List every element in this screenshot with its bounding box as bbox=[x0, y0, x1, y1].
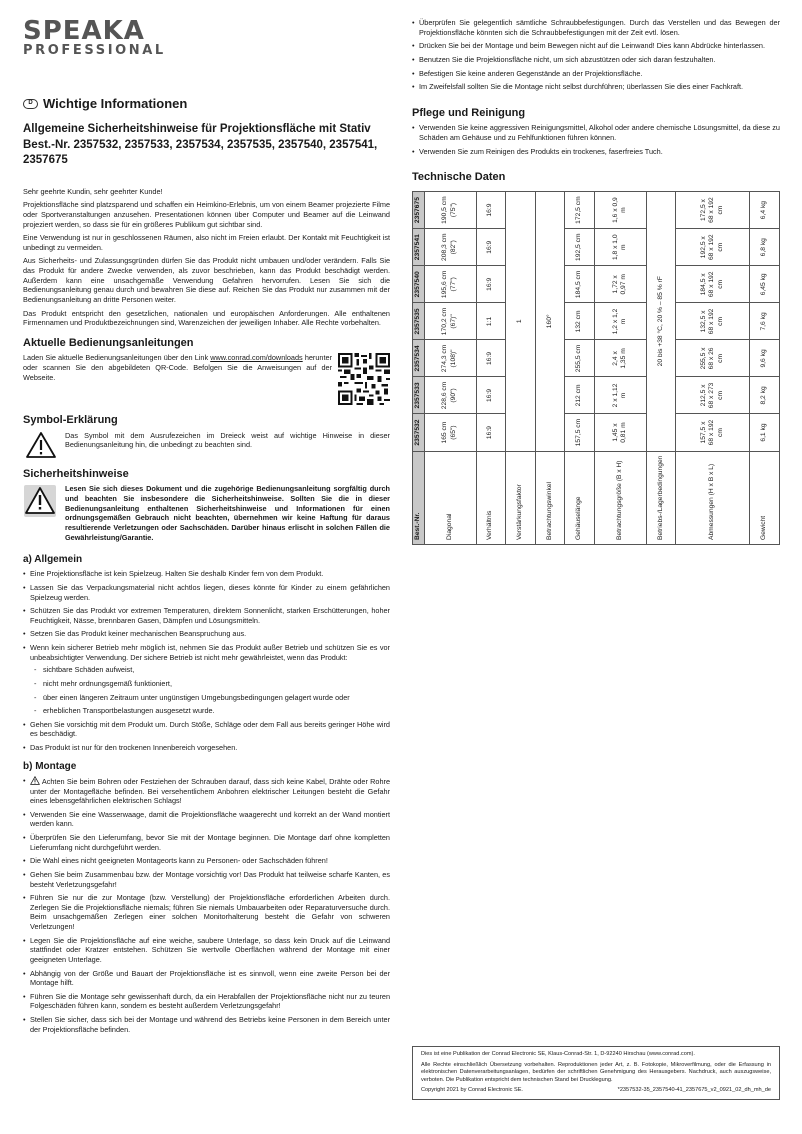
table-header-cell: 2357533 bbox=[413, 377, 425, 414]
table-cell: 184,5 cm bbox=[565, 265, 595, 302]
table-cell: 16:9 bbox=[476, 191, 506, 228]
table-cell: 212 cm bbox=[565, 377, 595, 414]
list-item: • Verwenden Sie zum Reinigen des Produkts ein trockenes, faserfreies Tuch. bbox=[412, 147, 780, 157]
table-cell: Verhältnis bbox=[476, 451, 506, 544]
table-cell: 228,6 cm (90") bbox=[424, 377, 476, 414]
list-item: • Benutzen Sie die Projektionsfläche nicht, um sich abzustützen oder sich daran festzuhalten. bbox=[412, 55, 780, 65]
table-cell: 190,5 cm (75") bbox=[424, 191, 476, 228]
sub-list-item: - nicht mehr ordnungsgemäß funktioniert, bbox=[32, 679, 390, 689]
table-cell: Betrachtungsgröße (B x H) bbox=[595, 451, 647, 544]
footer-publisher: Dies ist eine Publikation der Conrad Electronic SE, Klaus-Conrad-Str. 1, D-92240 Hirschau (www.conrad.com). bbox=[421, 1051, 695, 1057]
list-item: • Führen Sie die Montage sehr gewissenhaft durch, da ein Herabfallen der Projektionsfläche nicht nur zu teuren Folgeschäden führen kann, sondern es besteht außerdem Verletzungsgefahr! bbox=[23, 992, 390, 1011]
list-item: • Lassen Sie das Verpackungsmaterial nicht achtlos liegen, dieses könnte für Kinder zu einem gefährlichen Spielzeug werden. bbox=[23, 583, 390, 602]
table-row bbox=[646, 191, 676, 544]
sub-list-item: - sichtbare Schäden aufweist, bbox=[32, 665, 390, 675]
intro-paragraph: Eine Verwendung ist nur in geschlossenen Räumen, also nicht im Freien erlaubt. Der Kontakt mit Feuchtigkeit ist unbedingt zu vermeiden. bbox=[23, 233, 390, 252]
table-header-cell: 2357532 bbox=[413, 414, 425, 451]
manuals-text-pre: Laden Sie aktuelle Bedienungsanleitungen über den Link bbox=[23, 353, 211, 363]
list-item-text: Achten Sie beim Bohren oder Festziehen der Schrauben darauf, dass sich keine Kabel, Drähte oder Rohre unter der Montagefläche befinden. Bei versehentlichem Anbohren elektrischer Leitungen besteht die Gefahr eines lebensgefährlichen elektrischen Schlags! bbox=[30, 776, 391, 806]
table-header-cell: 2357534 bbox=[413, 340, 425, 377]
table-cell: 157,5 cm bbox=[565, 414, 595, 451]
qr-code-icon[interactable] bbox=[338, 353, 390, 405]
safety-heading: Sicherheitshinweise bbox=[23, 467, 129, 480]
table-cell: Betrachtungswinkel bbox=[535, 451, 565, 544]
table-cell: 1,6 x 0,9 m bbox=[595, 191, 647, 228]
table-cell: 20 bis +38 °C, 20 % – 85 % rF bbox=[646, 191, 676, 451]
list-item: • Verwenden Sie keine aggressiven Reinigungsmittel, Alkohol oder andere chemische Lösungsmittel, da diese zu Schäden am Gehäuse und zu Fehlfunktionen führen können. bbox=[412, 123, 780, 142]
list-item: • Setzen Sie das Produkt keiner mechanischen Beanspruchung aus. bbox=[23, 629, 390, 639]
table-cell: 16:9 bbox=[476, 414, 506, 451]
table-cell: Gehäuselänge bbox=[565, 451, 595, 544]
publisher-footer bbox=[412, 1046, 780, 1100]
table-cell: 172,5 cm bbox=[565, 191, 595, 228]
list-item: • Verwenden Sie eine Wasserwaage, damit die Projektionsfläche waagerecht und korrekt an der Wand montiert werden kann. bbox=[23, 810, 390, 829]
table-cell: Diagonal bbox=[424, 451, 476, 544]
table-row bbox=[676, 191, 750, 544]
list-item: • Stellen Sie sicher, dass sich bei der Montage und während des Betriebs keine Personen in dem Bereich unter der Projektionsfläche befinden. bbox=[23, 1015, 390, 1034]
right-column bbox=[412, 18, 780, 545]
list-item: • Im Zweifelsfall sollten Sie die Montage nicht selbst durchführen; überlassen Sie dies einer Fachkraft. bbox=[412, 82, 780, 92]
table-row bbox=[424, 191, 476, 544]
list-item: • Überprüfen Sie gelegentlich sämtliche Schraubbefestigungen. Durch das Verstellen und das Bewegen der Projektionsfläche könnten sich die Schraubbefestigungen mit der Zeit evtl. lösen. bbox=[412, 18, 780, 37]
table-cell: Gewicht bbox=[750, 451, 780, 544]
symbol-section bbox=[23, 431, 390, 459]
intro-greeting: Sehr geehrte Kundin, sehr geehrter Kunde! bbox=[23, 186, 163, 196]
table-cell: 2,4 x 1,35 m bbox=[595, 340, 647, 377]
table-cell: 192,5 x 68 x 192 cm bbox=[676, 228, 750, 265]
table-cell: 132,5 x 68 x 192 cm bbox=[676, 303, 750, 340]
important-info-heading bbox=[23, 95, 390, 112]
table-cell: 165 cm (65") bbox=[424, 414, 476, 451]
table-cell: 16:9 bbox=[476, 265, 506, 302]
table-header-cell: Best.-Nr. bbox=[413, 451, 425, 544]
tech-heading: Technische Daten bbox=[412, 171, 506, 184]
list-item: • Gehen Sie beim Zusammenbau bzw. der Montage vorsichtig vor! Das Produkt hat teilweise scharfe Kanten, es besteht Verletzungsgefahr! bbox=[23, 870, 390, 889]
list-item: • Abhängig von der Größe und Bauart der Projektionsfläche ist es sinnvoll, wenn eine zweite Person bei der Montage hilft. bbox=[23, 969, 390, 988]
table-cell: 170,2 cm (67)" bbox=[424, 303, 476, 340]
intro-paragraph: Projektionsfläche sind platzsparend und schaffen ein Heimkino-Erlebnis, um von einem Beamer projezierte Filme oder Sportveranstaltungen anzusehen. Presentationen können über Computer und Beamer auf die Leinwand projeziert werden, so dass sie für ein größeres Publikum gut sichtbar sind. bbox=[23, 200, 390, 229]
left-column bbox=[23, 18, 390, 1038]
table-cell: 1,8 x 1,0 m bbox=[595, 228, 647, 265]
list-item bbox=[23, 776, 390, 806]
table-header-cell: 2357535 bbox=[413, 303, 425, 340]
manuals-heading: Aktuelle Bedienungsanleitungen bbox=[23, 336, 194, 349]
warning-triangle-icon bbox=[23, 484, 57, 518]
table-cell: 208,3 cm (82") bbox=[424, 228, 476, 265]
intro-paragraph: Das Produkt entspricht den gesetzlichen, nationalen und europäischen Anforderungen. Alle enthaltenen Firmennamen und Produktbezeichnungen sind, Warenzeichen der jeweiligen Inhaber. Alle Rechte vorbehalten. bbox=[23, 308, 390, 328]
table-cell: 8,2 kg bbox=[750, 377, 780, 414]
important-info-text: Wichtige Informationen bbox=[43, 96, 188, 111]
mounting-list-continued bbox=[412, 18, 780, 92]
safety-text: Lesen Sie sich dieses Dokument und die zugehörige Bedienungsanleitung sorgfältig durch und beachten Sie insbesondere die Sicherheitshinweise. Sollten Sie die in dieser Bedienungsanleitung enthaltenen Sicherheitshinweise und Informationen für einen ordnungsgemäßen Gebrauch nicht beachten, übernehmen wir keine Haftung für daraus resultierende Verletzungen oder Sachschäden. Darüber hinaus erlischt in solchen Fällen die Gewährleistung/Garantie. bbox=[65, 484, 390, 542]
general-list bbox=[23, 569, 390, 752]
table-cell: 212,5 x 68 x 273 cm bbox=[676, 377, 750, 414]
spec-table-wrapper bbox=[412, 191, 780, 545]
list-item: • Gehen Sie vorsichtig mit dem Produkt um. Durch Stöße, Schläge oder dem Fall aus bereits geringer Höhe wird es beschädigt. bbox=[23, 720, 390, 739]
table-cell: 6,8 kg bbox=[750, 228, 780, 265]
care-heading: Pflege und Reinigung bbox=[412, 106, 526, 119]
mounting-list bbox=[23, 776, 390, 1034]
intro-paragraph: Aus Sicherheits- und Zulassungsgründen dürfen Sie das Produkt nicht umbauen und/oder verändern. Falls Sie das Produkt für andere Zwecke verwenden, als zuvor beschrieben, kann das Produkt beschädigt werden. Außerdem kann eine unsachgemäße Verwendung Gefahren hervorrufen. Lesen Sie sich die Bedienungsanleitung genau durch und bewahren Sie diese auf. Reichen Sie das Produkt nur zusammen mit der Bedienungsanleitung an dritte Personen weiter. bbox=[23, 256, 390, 304]
item-numbers: Best.-Nr. 2357532, 2357533, 2357534, 2357535, 2357540, 2357541, 2357675 bbox=[23, 138, 378, 167]
table-cell: 255,5 cm bbox=[565, 340, 595, 377]
table-cell: 16:9 bbox=[476, 340, 506, 377]
general-heading: a) Allgemein bbox=[23, 554, 83, 566]
logo-sub-text: PROFESSIONAL bbox=[23, 43, 166, 58]
list-item: • Das Produkt ist nur für den trockenen Innenbereich vorgesehen. bbox=[23, 743, 390, 753]
list-item: • Überprüfen Sie den Lieferumfang, bevor Sie mit der Montage beginnen. Die Montage darf ohne kompletten Lieferumfang nicht durchgeführt werden. bbox=[23, 833, 390, 852]
warning-triangle-icon bbox=[30, 776, 40, 785]
table-row bbox=[750, 191, 780, 544]
table-cell: 192,5 cm bbox=[565, 228, 595, 265]
symbol-heading: Symbol-Erklärung bbox=[23, 414, 118, 427]
manuals-text bbox=[23, 353, 332, 401]
list-item bbox=[23, 643, 390, 716]
list-item: • Legen Sie die Projektionsfläche auf eine weiche, saubere Unterlage, so dass kein Druck auf die Leinwand stattfindet oder Kratzer entstehen. Schützen Sie wertvolle Oberflächen während der Montage mit einer geeigneten Unterlage. bbox=[23, 936, 390, 965]
list-item: • Die Wahl eines nicht geeigneten Montageorts kann zu Personen- oder Sachschäden führen! bbox=[23, 856, 390, 866]
manuals-text-post: herunter oder scannen Sie den abgebildeten QR-Code. Befolgen Sie die Anweisungen auf der Webseite. bbox=[23, 353, 332, 382]
care-list bbox=[412, 123, 780, 156]
table-cell: 1,72 x 0,97 m bbox=[595, 265, 647, 302]
table-cell: 16:9 bbox=[476, 228, 506, 265]
table-cell: 255,5 x 68 x 26 cm bbox=[676, 340, 750, 377]
table-cell: 274,3 cm (108)" bbox=[424, 340, 476, 377]
safety-section bbox=[23, 484, 390, 546]
warning-triangle-icon bbox=[25, 431, 57, 459]
table-header-row bbox=[413, 191, 425, 544]
table-row bbox=[595, 191, 647, 544]
table-cell: 6,45 kg bbox=[750, 265, 780, 302]
table-cell: 132 cm bbox=[565, 303, 595, 340]
table-cell: 157,5 x 68 x 192 cm bbox=[676, 414, 750, 451]
table-cell: 184,5 x 68 x 192 cm bbox=[676, 265, 750, 302]
list-item: • Führen Sie nur die zur Montage (bzw. Verstellung) der Projektionsfläche erforderlichen Arbeiten durch. Zerlegen Sie die Projektionsfläche niemals; führen Sie niemals Umbauarbeiten oder Reparaturversuche durch. Beim unsachgemäßen Zerlegen einer solchen Monitorhalterung besteht die Gefahr von schweren Verletzungen! bbox=[23, 893, 390, 932]
table-cell: 172,5 x 68 x 192 cm bbox=[676, 191, 750, 228]
speaka-logo bbox=[23, 18, 390, 60]
table-header-cell: 2357541 bbox=[413, 228, 425, 265]
table-cell: 195,6 cm (77") bbox=[424, 265, 476, 302]
doc-title: Allgemeine Sicherheitshinweise für Projektionsfläche mit Stativ bbox=[23, 123, 371, 136]
manuals-section bbox=[23, 353, 390, 405]
table-row bbox=[476, 191, 506, 544]
table-cell: 1 bbox=[506, 191, 536, 451]
list-item: • Befestigen Sie keine anderen Gegenstände an der Projektionsfläche. bbox=[412, 69, 780, 79]
list-item: • Eine Projektionsfläche ist kein Spielzeug. Halten Sie deshalb Kinder fern von dem Produkt. bbox=[23, 569, 390, 579]
table-row bbox=[535, 191, 565, 544]
sub-list-item: - erheblichen Transportbelastungen ausgesetzt wurde. bbox=[32, 706, 390, 716]
table-cell: 6,1 kg bbox=[750, 414, 780, 451]
condition-sublist bbox=[30, 665, 390, 716]
table-cell: 1:1 bbox=[476, 303, 506, 340]
table-cell: 1,2 x 1,2 m bbox=[595, 303, 647, 340]
table-cell: 6,4 kg bbox=[750, 191, 780, 228]
logo-main-text: SPEAKA bbox=[23, 16, 145, 46]
language-d-icon: D bbox=[23, 99, 38, 109]
list-item: • Drücken Sie bei der Montage und beim Bewegen nicht auf die Leinwand! Dies kann Abdrücke hinterlassen. bbox=[412, 41, 780, 51]
table-cell: 9,6 kg bbox=[750, 340, 780, 377]
footer-copyright: Copyright 2021 by Conrad Electronic SE. bbox=[421, 1087, 523, 1094]
list-item-text: Wenn kein sicherer Betrieb mehr möglich ist, nehmen Sie das Produkt außer Betrieb und schützen Sie es vor unbeabsichtigter Verwendung. Der sichere Betrieb ist nicht mehr gewährleistet, wenn das Produkt: bbox=[30, 643, 390, 662]
table-cell: Verstärkungsfaktor bbox=[506, 451, 536, 544]
symbol-text: Das Symbol mit dem Ausrufezeichen im Dreieck weist auf wichtige Hinweise in dieser Bedienungsanleitung hin, die unbedingt zu beachten sind. bbox=[65, 430, 390, 450]
table-cell: Abmessungen (H x B x L) bbox=[676, 451, 750, 544]
table-cell: 1,45 x 0,81 m bbox=[595, 414, 647, 451]
downloads-link[interactable]: www.conrad.com/downloads bbox=[210, 353, 303, 363]
table-cell: 16:9 bbox=[476, 377, 506, 414]
table-row bbox=[565, 191, 595, 544]
table-cell: Betriebs-/Lagerbedingungen bbox=[646, 451, 676, 544]
footer-doc-code: *2357532-35_2357540-41_2357675_v2_0921_02_dh_mh_de bbox=[617, 1087, 771, 1094]
table-cell: 2 x 1,12 m bbox=[595, 377, 647, 414]
footer-bottom-line bbox=[421, 1087, 771, 1095]
table-cell: 160° bbox=[535, 191, 565, 451]
sub-list-item: - über einen längeren Zeitraum unter ungünstigen Umgebungsbedingungen gelagert wurde oder bbox=[32, 693, 390, 703]
list-item: • Schützen Sie das Produkt vor extremen Temperaturen, direktem Sonnenlicht, starken Erschütterungen, hoher Feuchtigkeit, Nässe, brennbaren Gasen, Dämpfen und Lösungsmitteln. bbox=[23, 606, 390, 625]
table-cell: 7,6 kg bbox=[750, 303, 780, 340]
footer-rights: Alle Rechte einschließlich Übersetzung vorbehalten. Reproduktionen jeder Art, z. B. Fotokopie, Mikroverfilmung, oder die Erfassung in elektronischen Datenverarbeitungsanlagen, bedürfen der schriftlichen Genehmigung des Herausgebers. Nachdruck, auch auszugsweise, verboten. Die Publikation entspricht dem technischen Stand bei Drucklegung. bbox=[421, 1061, 771, 1083]
spec-table bbox=[412, 191, 780, 545]
table-header-cell: 2357675 bbox=[413, 191, 425, 228]
table-row bbox=[506, 191, 536, 544]
table-header-cell: 2357540 bbox=[413, 265, 425, 302]
mounting-heading: b) Montage bbox=[23, 760, 77, 772]
